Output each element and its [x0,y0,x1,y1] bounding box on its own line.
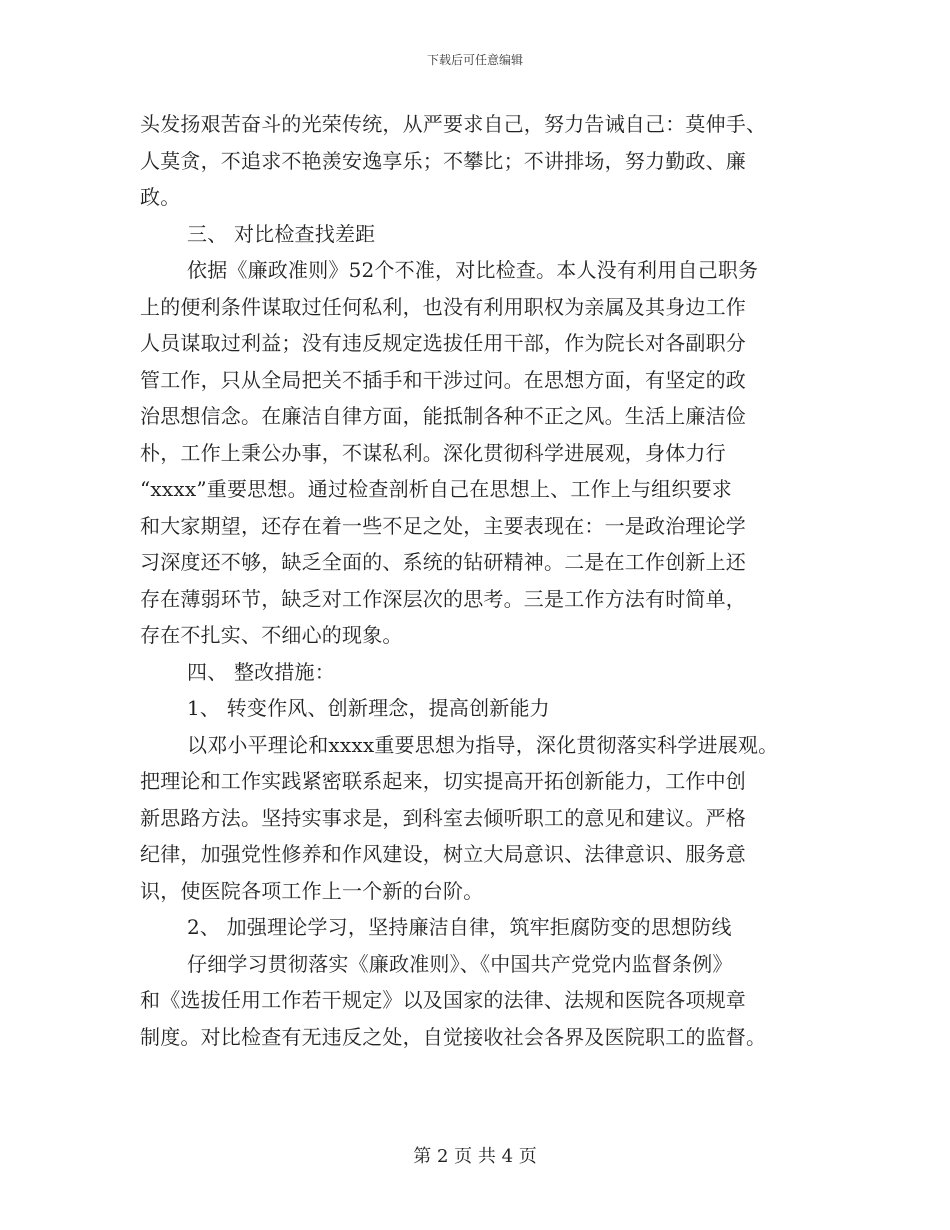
paragraph-line: 治思想信念。在廉洁自律方面，能抵制各种不正之风。生活上廉洁俭 [140,404,746,428]
paragraph-line: 管工作，只从全局把关不插手和干涉过问。在思想方面，有坚定的政 [140,367,746,392]
paragraph-line: 依据《廉政准则》52个不准，对比检查。本人没有利用自己职务 [187,258,759,282]
section-heading-4: 四、 整改措施： [187,659,335,684]
paragraph-line: 新思路方法。坚持实事求是，到科室去倾听职工的意见和建议。严格 [140,805,746,830]
paragraph-line: 识，使医院各项工作上一个新的台阶。 [140,878,484,903]
paragraph-line: 和《选拔任用工作若干规定》以及国家的法律、法规和医院各项规章 [140,988,746,1012]
paragraph-line: 制度。对比检查有无违反之处，自觉接收社会各界及医院职工的监督。 [140,1024,767,1049]
paragraph-line: “xxxx”重要思想。通过检查剖析自己在思想上、工作上与组织要求 [140,477,732,501]
subheading-2: 2、 加强理论学习，坚持廉洁自律，筑牢拒腐防变的思想防线 [187,915,732,939]
paragraph-line: 和大家期望，还存在着一些不足之处，主要表现在：一是政治理论学 [140,513,746,538]
paragraph-line: 存在不扎实、不细心的现象。 [140,623,403,647]
paragraph-line: 头发扬艰苦奋斗的光荣传统，从严要求自己，努力告诫自己：莫伸手、 [140,112,767,136]
paragraph-line: 人莫贪，不追求不艳羡安逸享乐；不攀比；不讲排场，努力勤政、廉 [140,148,746,173]
paragraph-line: 上的便利条件谋取过任何私利，也没有利用职权为亲属及其身边工作 [140,294,746,319]
paragraph-line: 仔细学习贯彻落实《廉政准则》、《中国共产党党内监督条例》 [187,951,733,976]
paragraph-line: 政。 [140,185,181,209]
paragraph-line: 把理论和工作实践紧密联系起来，切实提高开拓创新能力，工作中创 [140,769,746,793]
paragraph-line: 以邓小平理论和xxxx重要思想为指导，深化贯彻落实科学进展观。 [187,732,779,757]
paragraph-line: 纪律，加强党性修养和作风建设，树立大局意识、法律意识、服务意 [140,842,746,866]
paragraph-line: 习深度还不够，缺乏全面的、系统的钻研精神。二是在工作创新上还 [140,550,746,574]
paragraph-line: 存在薄弱环节，缺乏对工作深层次的思考。三是工作方法有时简单， [140,586,746,611]
page-number-footer: 第 2 页 共 4 页 [413,1146,537,1167]
section-heading-3: 三、 对比检查找差距 [187,221,376,246]
paragraph-line: 朴，工作上秉公办事，不谋私利。深化贯彻科学进展观，身体力行 [140,440,726,465]
page-header: 下载后可任意编辑 [426,53,523,67]
paragraph-line: 人员谋取过利益；没有违反规定选拔任用干部，作为院长对各副职分 [140,331,746,355]
subheading-1: 1、 转变作风、创新理念，提高创新能力 [187,696,550,720]
document-body [140,106,820,1055]
